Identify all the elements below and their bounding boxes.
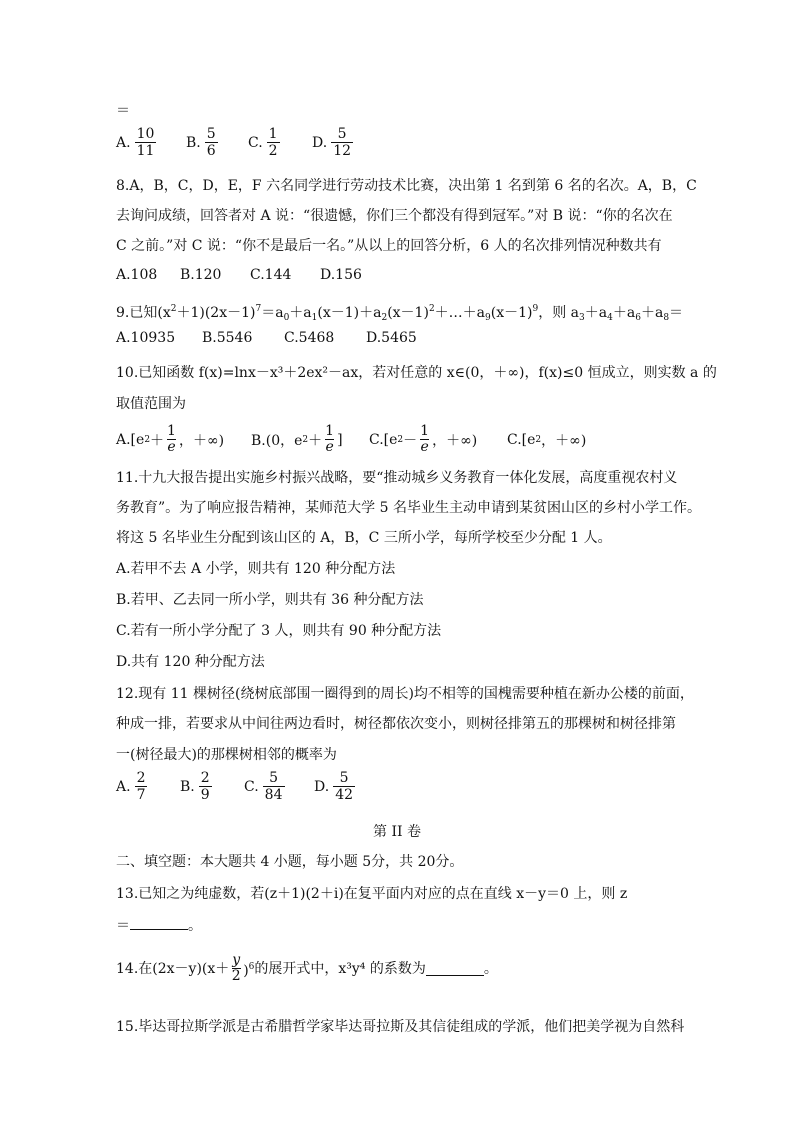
fraction: $\frac{2}{9}$ <box>200 770 210 803</box>
q8-option-d: D.156 <box>320 267 362 283</box>
continued-equals: ＝ <box>116 103 130 119</box>
answer-blank[interactable] <box>426 961 484 976</box>
q12-option-d: D. $\frac{5}{42}$ <box>314 770 354 803</box>
q7-options <box>116 126 355 159</box>
q13-line-1: 13.已知之为纯虚数，若(z＋1)(2＋i)在复平面内对应的点在直线 x－y＝0 上，则 z <box>116 886 628 902</box>
q7-option-c: C. $\frac{1}{2}$ <box>248 126 278 159</box>
q9-option-c: C.5468 <box>284 330 335 346</box>
section2-header: 二、填空题：本大题共 4 小题，每小题 5分，共 20分。 <box>116 854 464 870</box>
q12-option-a: A. $\frac{2}{7}$ <box>116 770 146 803</box>
q8-option-b: B.120 <box>180 267 222 283</box>
q11-option-c: C.若有一所小学分配了 3 人，则共有 90 种分配方法 <box>116 623 442 639</box>
q8-line-2: 去询问成绩，回答者对 A 说：“很遗憾，你们三个都没有得到冠军。”对 B 说：“你的名次在 <box>116 208 673 224</box>
q11-line-1: 11.十九大报告提出实施乡村振兴战略，要“推动城乡义务教育一体化发展，高度重视农村义 <box>116 470 678 486</box>
q12-options <box>116 770 357 803</box>
fraction: $\frac{5}{84}$ <box>264 770 283 803</box>
q10-option-d: C.[e 2 ，＋∞) <box>507 431 587 449</box>
q9-option-d: D.5465 <box>366 330 417 346</box>
q9-options <box>116 330 417 346</box>
q12-line-2: 种成一排，若要求从中间往两边看时，树径都依次变小，则树径排第五的那棵树和树径排第 <box>116 716 676 732</box>
q10-option-a: A.[e 2 ＋ $\frac{1}{e}$ ，＋∞) <box>116 423 225 455</box>
fraction: $\frac{2}{7}$ <box>136 770 146 803</box>
q11-line-3: 将这 5 名毕业生分配到该山区的 A，B，C 三所小学，每所学校至少分配 1 人。 <box>116 530 612 546</box>
q7-option-d: D. $\frac{5}{12}$ <box>312 126 352 159</box>
q7-option-b: B. $\frac{5}{6}$ <box>186 126 216 159</box>
q11-option-b: B.若甲、乙去同一所小学，则共有 36 种分配方法 <box>116 592 424 608</box>
q8-option-c: C.144 <box>250 267 292 283</box>
fraction: $\frac{5}{6}$ <box>206 126 216 159</box>
fraction: $\frac{5}{42}$ <box>335 770 354 803</box>
q8-line-1: 8.A，B，C，D，E，F 六名同学进行劳动技术比赛，决出第 1 名到第 6 名的名次。A，B，C <box>116 178 697 194</box>
fraction: $\frac{5}{12}$ <box>333 126 352 159</box>
answer-blank[interactable] <box>130 915 188 930</box>
q10-options <box>116 424 586 455</box>
fraction: $\frac{10}{11}$ <box>136 126 155 159</box>
q11-option-a: A.若甲不去 A 小学，则共有 120 种分配方法 <box>116 561 396 577</box>
q11-option-d: D.共有 120 种分配方法 <box>116 654 265 670</box>
q12-option-c: C. $\frac{5}{84}$ <box>244 770 283 803</box>
q12-option-b: B. $\frac{2}{9}$ <box>180 770 210 803</box>
q7-option-a: A. $\frac{10}{11}$ <box>116 126 155 159</box>
q8-line-3: C 之前。”对 C 说：“你不是最后一名。”从以上的回答分析，6 人的名次排列情况种数共有 <box>116 238 662 254</box>
q10-line-1: 10.已知函数 f(x)=lnx－x³＋2ex²－ax，若对任意的 x∈(0，＋∞)，f(x)≤0 恒成立，则实数 a 的 <box>116 365 717 381</box>
q9-option-b: B.5546 <box>202 330 253 346</box>
section-title: 第 II 卷 <box>373 824 421 840</box>
q12-line-3: 一(树径最大)的那棵树相邻的概率为 <box>116 747 337 763</box>
q10-option-c: C.[e 2 － $\frac{1}{e}$ ，＋∞) <box>369 423 478 455</box>
q13-line-2: ＝ 。 <box>116 915 202 936</box>
q11-line-2: 务教育”。为了响应报告精神，某师范大学 5 名毕业生主动申请到某贫困山区的乡村小学工作。 <box>116 500 701 516</box>
q10-line-2: 取值范围为 <box>116 396 186 412</box>
q8-options <box>116 267 362 283</box>
q9-option-a: A.10935 <box>116 330 176 346</box>
q10-option-b: B.(0，e 2 ＋ $\frac{1}{e}$ ] <box>251 423 343 455</box>
fraction: $\frac{1}{2}$ <box>268 126 278 159</box>
q12-line-1: 12.现有 11 棵树径(绕树底部围一圈得到的周长)均不相等的国槐需要种植在新办公楼的前面， <box>116 686 694 702</box>
q8-option-a: A.108 <box>116 267 158 283</box>
q9-stem: 9.已知$(x^2+1)(2x-1)^7=a_0+a_1(x-1)+a_2(x-1)^2+\dots+a_9(x-1)^9$，则 $a_3+a_4+a_6+a_8=$ <box>116 304 684 323</box>
q14-stem: 14.在(2x－y)(x＋ $\frac{y}{2}$ )$^6$ 的展开式中，x³y⁴ 的系数为 。 <box>116 952 498 984</box>
q15-line-1: 15.毕达哥拉斯学派是古希腊哲学家毕达哥拉斯及其信徒组成的学派，他们把美学视为自然科 <box>116 1019 685 1035</box>
